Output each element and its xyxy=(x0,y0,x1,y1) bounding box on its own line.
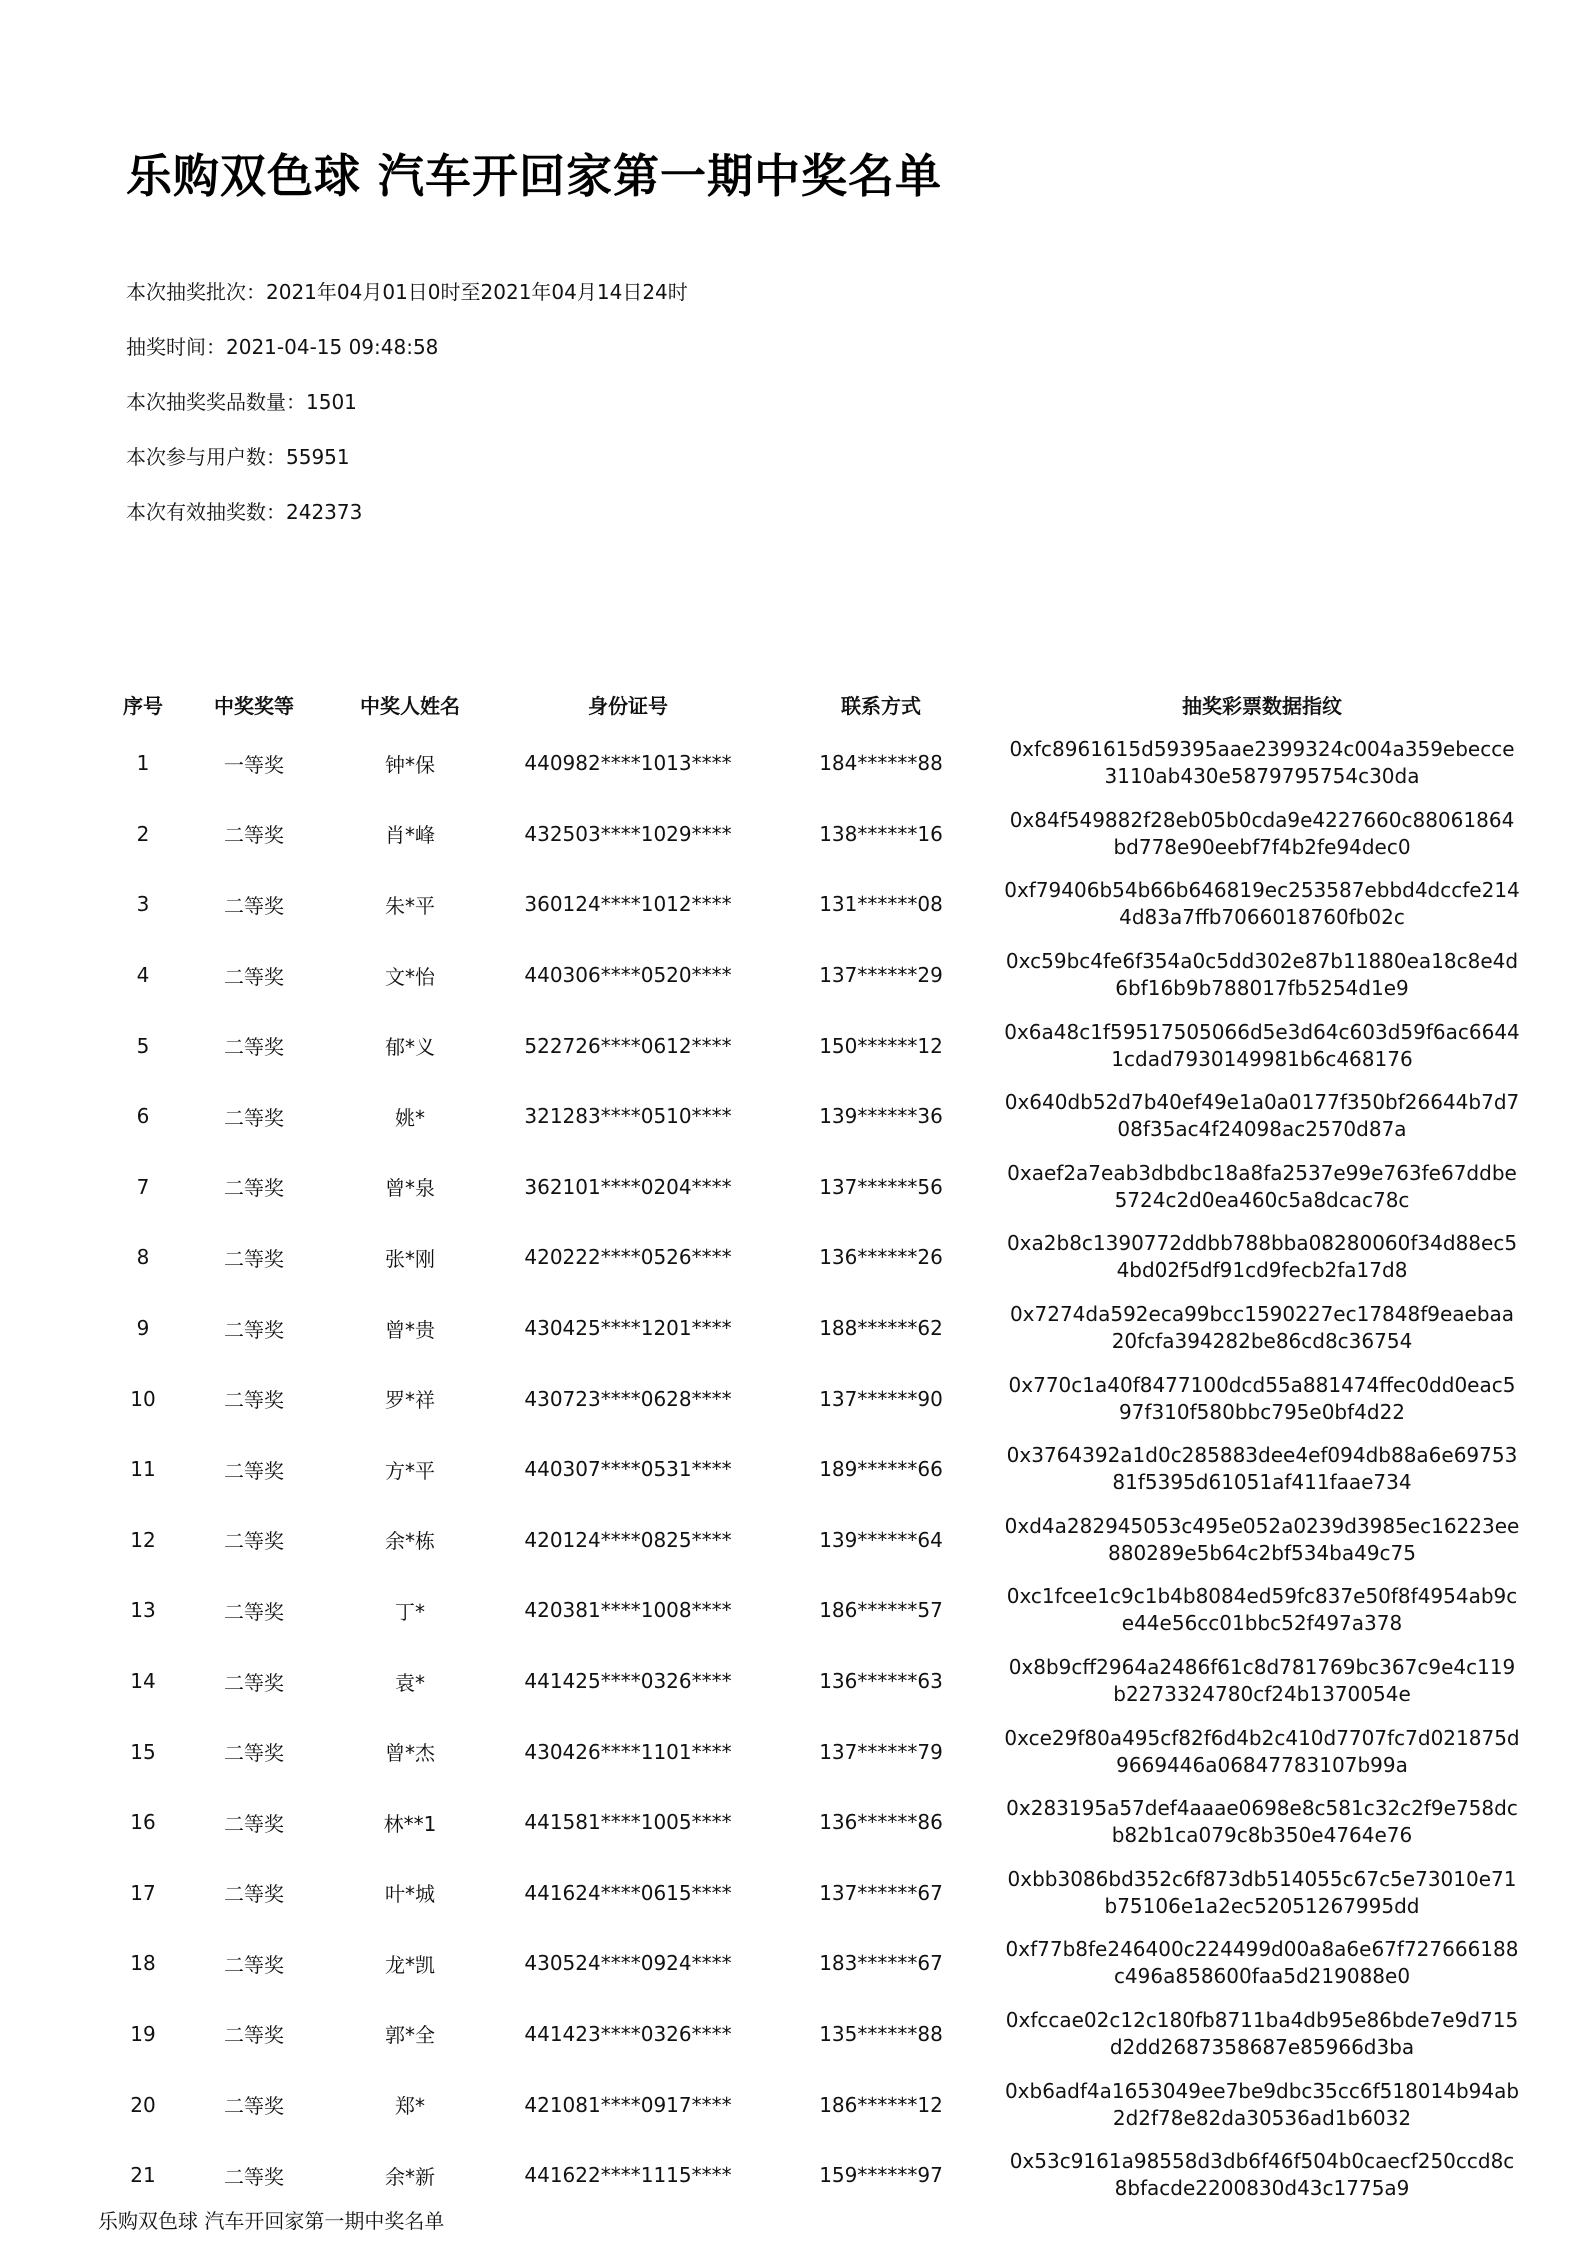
ticket-fingerprint: 0x770c1a40f8477100dcd55a881474ffec0dd0eac597f310f580bbc795e0bf4d22 xyxy=(1008,1372,1516,1424)
table-row xyxy=(100,799,1520,870)
ticket-fingerprint: 0xc1fcee1c9c1b4b8084ed59fc837e50f8f4954ab9ce44e56cc01bbc52f497a378 xyxy=(1006,1584,1518,1636)
table-row xyxy=(100,2140,1520,2211)
prize-level: 二等奖 xyxy=(224,1317,284,1342)
ticket-fingerprint: 0xfccae02c12c180fb8711ba4db95e86bde7e9d715d2dd2687358687e85966d3ba xyxy=(1005,2007,1519,2059)
id-number: 420124****0825**** xyxy=(524,1527,732,1552)
winner-name: 张*刚 xyxy=(385,1246,435,1271)
table-row xyxy=(100,940,1520,1011)
table-row xyxy=(100,1716,1520,1787)
prize-count: 本次抽奖奖品数量：1501 xyxy=(126,390,357,414)
table-row xyxy=(100,1575,1520,1646)
ticket-fingerprint: 0x53c9161a98558d3db6f46f504b0caecf250ccd8c8bfacde2200830d43c1775a9 xyxy=(1009,2149,1515,2201)
winner-name: 郑* xyxy=(395,2094,425,2119)
prize-level: 二等奖 xyxy=(224,1176,284,1201)
id-number: 430723****0628**** xyxy=(524,1386,732,1411)
contact: 136******86 xyxy=(819,1810,943,1835)
table-row xyxy=(100,1363,1520,1434)
prize-level: 二等奖 xyxy=(224,1811,284,1836)
row-index: 9 xyxy=(136,1316,150,1341)
ticket-fingerprint: 0x84f549882f28eb05b0cda9e4227660c88061864bd778e90eebf7f4b2fe94dec0 xyxy=(1009,807,1515,859)
contact: 189******66 xyxy=(819,1457,943,1482)
row-index: 5 xyxy=(136,1033,150,1058)
header-prize-level: 中奖奖等 xyxy=(214,693,294,718)
prize-level: 二等奖 xyxy=(224,1882,284,1907)
id-number: 430425****1201**** xyxy=(524,1316,732,1341)
winner-name: 叶*城 xyxy=(385,1882,435,1907)
contact: 188******62 xyxy=(819,1316,943,1341)
ticket-fingerprint: 0xb6adf4a1653049ee7be9dbc35cc6f518014b94ab2d2f78e82da30536ad1b6032 xyxy=(1004,2078,1520,2130)
prize-level: 二等奖 xyxy=(224,2023,284,2048)
ticket-fingerprint: 0xaef2a7eab3dbdbc18a8fa2537e99e763fe67ddbe5724c2d0ea460c5a8dcac78c xyxy=(1007,1160,1517,1212)
prize-level: 二等奖 xyxy=(224,1599,284,1624)
row-index: 8 xyxy=(136,1245,150,1270)
row-index: 19 xyxy=(130,2021,156,2046)
winner-name: 郁*义 xyxy=(385,1035,435,1060)
winner-name: 姚* xyxy=(395,1105,425,1130)
winner-name: 袁* xyxy=(395,1670,425,1695)
winner-name: 曾*杰 xyxy=(385,1741,435,1766)
draw-info xyxy=(126,278,688,553)
table-row xyxy=(100,1434,1520,1505)
ticket-fingerprint: 0x8b9cff2964a2486f61c8d781769bc367c9e4c119b2273324780cf24b1370054e xyxy=(1008,1655,1516,1707)
id-number: 441622****1115**** xyxy=(524,2163,732,2188)
ticket-fingerprint: 0x283195a57def4aaae0698e8c581c32c2f9e758dcb82b1ca079c8b350e4764e76 xyxy=(1006,1796,1518,1848)
winner-name: 曾*贵 xyxy=(385,1317,435,1342)
winner-name: 郭*全 xyxy=(385,2023,435,2048)
prize-level: 一等奖 xyxy=(224,752,284,777)
winner-name: 丁* xyxy=(395,1599,425,1624)
row-index: 6 xyxy=(136,1104,150,1129)
contact: 139******64 xyxy=(819,1527,943,1552)
ticket-fingerprint: 0x640db52d7b40ef49e1a0a0177f350bf26644b7d708f35ac4f24098ac2570d87a xyxy=(1004,1090,1520,1142)
participant-count: 本次参与用户数：55951 xyxy=(126,445,350,469)
prize-level: 二等奖 xyxy=(224,1952,284,1977)
ticket-fingerprint: 0x7274da592eca99bcc1590227ec17848f9eaebaa20fcfa394282be86cd8c36754 xyxy=(1009,1302,1515,1354)
id-number: 441581****1005**** xyxy=(524,1810,732,1835)
ticket-fingerprint: 0xce29f80a495cf82f6d4b2c410d7707fc7d021875d9669446a06847783107b99a xyxy=(1004,1725,1520,1777)
prize-level: 二等奖 xyxy=(224,1105,284,1130)
prize-level: 二等奖 xyxy=(224,964,284,989)
id-number: 430426****1101**** xyxy=(524,1739,732,1764)
winner-name: 朱*平 xyxy=(385,893,435,918)
id-number: 421081****0917**** xyxy=(524,2092,732,2117)
prize-level: 二等奖 xyxy=(224,2094,284,2119)
prize-level: 二等奖 xyxy=(224,1035,284,1060)
ticket-fingerprint: 0xbb3086bd352c6f873db514055c67c5e73010e71b75106e1a2ec52051267995dd xyxy=(1007,1866,1517,1918)
prize-level: 二等奖 xyxy=(224,1741,284,1766)
prize-level: 二等奖 xyxy=(224,1670,284,1695)
draw-batch: 本次抽奖批次：2021年04月01日0时至2021年04月14日24时 xyxy=(126,280,688,304)
contact: 183******67 xyxy=(819,1951,943,1976)
id-number: 441423****0326**** xyxy=(524,2021,732,2046)
ticket-fingerprint: 0xf77b8fe246400c224499d00a8a6e67f727666188c496a858600faa5d219088e0 xyxy=(1005,1937,1519,1989)
contact: 137******90 xyxy=(819,1386,943,1411)
id-number: 362101****0204**** xyxy=(524,1174,732,1199)
prize-level: 二等奖 xyxy=(224,823,284,848)
id-number: 321283****0510**** xyxy=(524,1104,732,1129)
table-row xyxy=(100,1928,1520,1999)
table-row xyxy=(100,869,1520,940)
contact: 131******08 xyxy=(819,892,943,917)
winner-name: 林**1 xyxy=(383,1811,437,1836)
row-index: 15 xyxy=(130,1739,156,1764)
id-number: 440982****1013**** xyxy=(524,751,732,776)
row-index: 3 xyxy=(136,892,150,917)
id-number: 441425****0326**** xyxy=(524,1669,732,1694)
prize-level: 二等奖 xyxy=(224,2164,284,2189)
row-index: 10 xyxy=(130,1386,156,1411)
ticket-fingerprint: 0x3764392a1d0c285883dee4ef094db88a6e6975381f5395d61051af411faae734 xyxy=(1006,1443,1518,1495)
prize-level: 二等奖 xyxy=(224,1529,284,1554)
prize-level: 二等奖 xyxy=(224,1388,284,1413)
contact: 186******12 xyxy=(819,2092,943,2117)
ticket-fingerprint: 0xfc8961615d59395aae2399324c004a359ebecce3110ab430e5879795754c30da xyxy=(1009,737,1515,789)
row-index: 13 xyxy=(130,1598,156,1623)
winner-name: 文*怡 xyxy=(385,964,435,989)
row-index: 14 xyxy=(130,1669,156,1694)
id-number: 360124****1012**** xyxy=(524,892,732,917)
page-footer: 乐购双色球 汽车开回家第一期中奖名单 xyxy=(98,2209,445,2233)
table-row xyxy=(100,1505,1520,1576)
contact: 137******56 xyxy=(819,1174,943,1199)
winners-table xyxy=(100,680,1520,2210)
ticket-fingerprint: 0xa2b8c1390772ddbb788bba08280060f34d88ec54bd02f5df91cd9fecb2fa17d8 xyxy=(1006,1231,1518,1283)
table-row xyxy=(100,728,1520,799)
header-contact: 联系方式 xyxy=(841,693,921,718)
winner-name: 肖*峰 xyxy=(385,823,435,848)
header-id-number: 身份证号 xyxy=(588,693,668,718)
table-row xyxy=(100,1787,1520,1858)
header-index: 序号 xyxy=(123,693,163,718)
id-number: 420222****0526**** xyxy=(524,1245,732,1270)
table-row xyxy=(100,1010,1520,1081)
row-index: 17 xyxy=(130,1880,156,1905)
id-number: 420381****1008**** xyxy=(524,1598,732,1623)
table-row xyxy=(100,1858,1520,1929)
row-index: 21 xyxy=(130,2163,156,2188)
ticket-fingerprint: 0x6a48c1f59517505066d5e3d64c603d59f6ac66441cdad7930149981b6c468176 xyxy=(1004,1019,1520,1071)
winner-name: 余*新 xyxy=(385,2164,435,2189)
table-row xyxy=(100,1999,1520,2070)
winner-name: 罗*祥 xyxy=(385,1388,435,1413)
contact: 136******63 xyxy=(819,1669,943,1694)
table-row xyxy=(100,1081,1520,1152)
winner-name: 余*栋 xyxy=(385,1529,435,1554)
contact: 137******79 xyxy=(819,1739,943,1764)
table-row xyxy=(100,1222,1520,1293)
ticket-fingerprint: 0xc59bc4fe6f354a0c5dd302e87b11880ea18c8e4d6bf16b9b788017fb5254d1e9 xyxy=(1005,949,1519,1001)
prize-level: 二等奖 xyxy=(224,1458,284,1483)
row-index: 7 xyxy=(136,1174,150,1199)
table-row xyxy=(100,1293,1520,1364)
valid-draw-count: 本次有效抽奖数：242373 xyxy=(126,500,363,524)
winner-name: 龙*凯 xyxy=(385,1952,435,1977)
draw-time: 抽奖时间：2021-04-15 09:48:58 xyxy=(126,335,439,359)
table-row xyxy=(100,1646,1520,1717)
contact: 139******36 xyxy=(819,1104,943,1129)
row-index: 20 xyxy=(130,2092,156,2117)
header-ticket-fingerprint: 抽奖彩票数据指纹 xyxy=(1182,693,1342,718)
table-row xyxy=(100,1152,1520,1223)
contact: 137******67 xyxy=(819,1880,943,1905)
id-number: 440307****0531**** xyxy=(524,1457,732,1482)
winner-name: 钟*保 xyxy=(385,752,435,777)
row-index: 4 xyxy=(136,963,150,988)
id-number: 522726****0612**** xyxy=(524,1033,732,1058)
row-index: 11 xyxy=(130,1457,156,1482)
contact: 150******12 xyxy=(819,1033,943,1058)
prize-level: 二等奖 xyxy=(224,1246,284,1271)
prize-level: 二等奖 xyxy=(224,893,284,918)
contact: 135******88 xyxy=(819,2021,943,2046)
page-title: 乐购双色球 汽车开回家第一期中奖名单 xyxy=(126,149,943,203)
contact: 136******26 xyxy=(819,1245,943,1270)
contact: 137******29 xyxy=(819,963,943,988)
ticket-fingerprint: 0xd4a282945053c495e052a0239d3985ec16223ee880289e5b64c2bf534ba49c75 xyxy=(1004,1513,1520,1565)
row-index: 2 xyxy=(136,821,150,846)
row-index: 12 xyxy=(130,1527,156,1552)
row-index: 1 xyxy=(136,751,150,776)
contact: 186******57 xyxy=(819,1598,943,1623)
table-header-row xyxy=(100,680,1520,728)
row-index: 18 xyxy=(130,1951,156,1976)
id-number: 441624****0615**** xyxy=(524,1880,732,1905)
row-index: 16 xyxy=(130,1810,156,1835)
id-number: 430524****0924**** xyxy=(524,1951,732,1976)
contact: 159******97 xyxy=(819,2163,943,2188)
winner-name: 曾*泉 xyxy=(385,1176,435,1201)
id-number: 432503****1029**** xyxy=(524,821,732,846)
winner-name: 方*平 xyxy=(385,1458,435,1483)
ticket-fingerprint: 0xf79406b54b66b646819ec253587ebbd4dccfe2144d83a7ffb7066018760fb02c xyxy=(1004,878,1520,930)
table-row xyxy=(100,2069,1520,2140)
contact: 184******88 xyxy=(819,751,943,776)
id-number: 440306****0520**** xyxy=(524,963,732,988)
table-body xyxy=(100,728,1520,2210)
header-winner-name: 中奖人姓名 xyxy=(360,693,460,718)
contact: 138******16 xyxy=(819,821,943,846)
